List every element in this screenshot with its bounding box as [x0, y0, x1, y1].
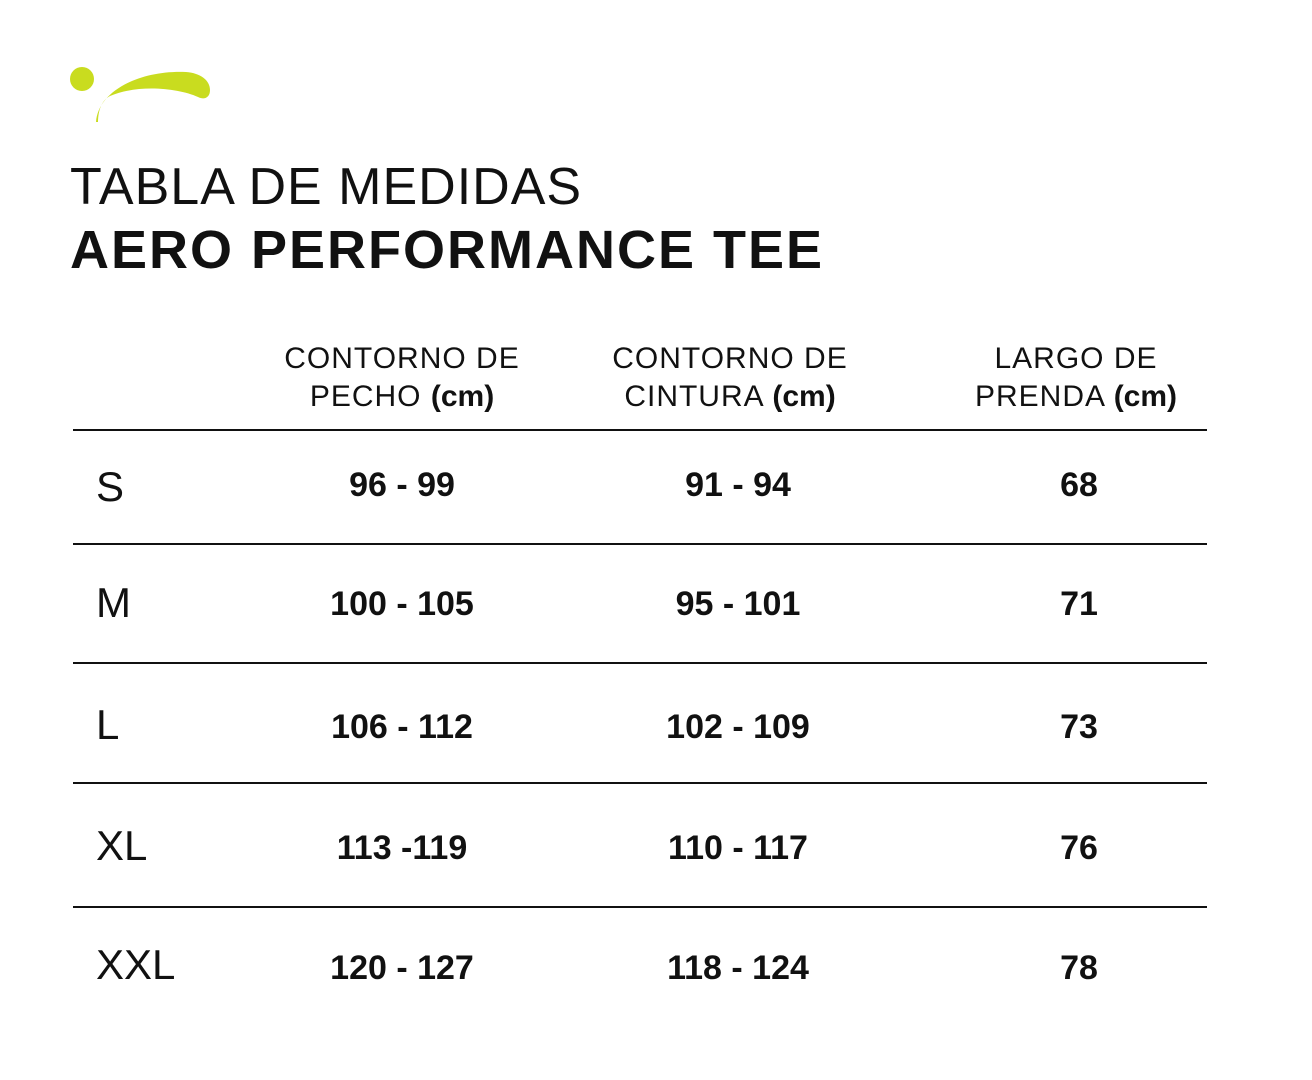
- length-value: 73: [1060, 708, 1098, 746]
- waist-value: 118 - 124: [667, 949, 809, 987]
- column-header-chest: [242, 340, 562, 416]
- table-divider: [73, 543, 1207, 545]
- table-divider: [73, 429, 1207, 431]
- waist-value: 91 - 94: [685, 466, 791, 504]
- chest-value: 100 - 105: [330, 585, 474, 623]
- size-label: XL: [96, 822, 148, 869]
- chest-value: 120 - 127: [330, 949, 474, 987]
- size-label: M: [96, 579, 131, 626]
- length-value: 76: [1060, 829, 1098, 867]
- table-divider: [73, 782, 1207, 784]
- size-label: L: [96, 701, 120, 748]
- page-title: TABLA DE MEDIDAS: [70, 158, 583, 216]
- length-value: 68: [1060, 466, 1098, 504]
- size-label: S: [96, 463, 125, 510]
- length-value: 71: [1060, 585, 1098, 623]
- length-value: 78: [1060, 949, 1098, 987]
- column-header-length: [916, 340, 1236, 416]
- column-header-line: PRENDA (cm): [974, 380, 1178, 413]
- column-header-line: LARGO DE: [994, 342, 1158, 375]
- unit-label: (cm): [772, 380, 836, 413]
- chest-value: 113 -119: [336, 829, 468, 867]
- size-label: XXL: [96, 941, 176, 988]
- column-header-line: CINTURA (cm): [624, 380, 836, 413]
- product-name: AERO PERFORMANCE TEE: [70, 220, 825, 280]
- title-block: [70, 156, 824, 282]
- table-divider: [73, 906, 1207, 908]
- chest-value: 96 - 99: [349, 466, 455, 504]
- table-divider: [73, 662, 1207, 664]
- waist-value: 102 - 109: [666, 708, 810, 746]
- column-header-waist: [570, 340, 890, 416]
- chest-value: 106 - 112: [331, 708, 473, 746]
- unit-label: (cm): [1113, 380, 1178, 413]
- column-header-line: CONTORNO DE: [284, 342, 520, 375]
- unit-label: (cm): [430, 380, 495, 413]
- column-header-line: PECHO (cm): [309, 380, 495, 413]
- column-header-line: CONTORNO DE: [612, 342, 848, 375]
- waist-value: 95 - 101: [675, 585, 801, 623]
- brand-logo-icon: [68, 62, 214, 128]
- waist-value: 110 - 117: [668, 829, 808, 867]
